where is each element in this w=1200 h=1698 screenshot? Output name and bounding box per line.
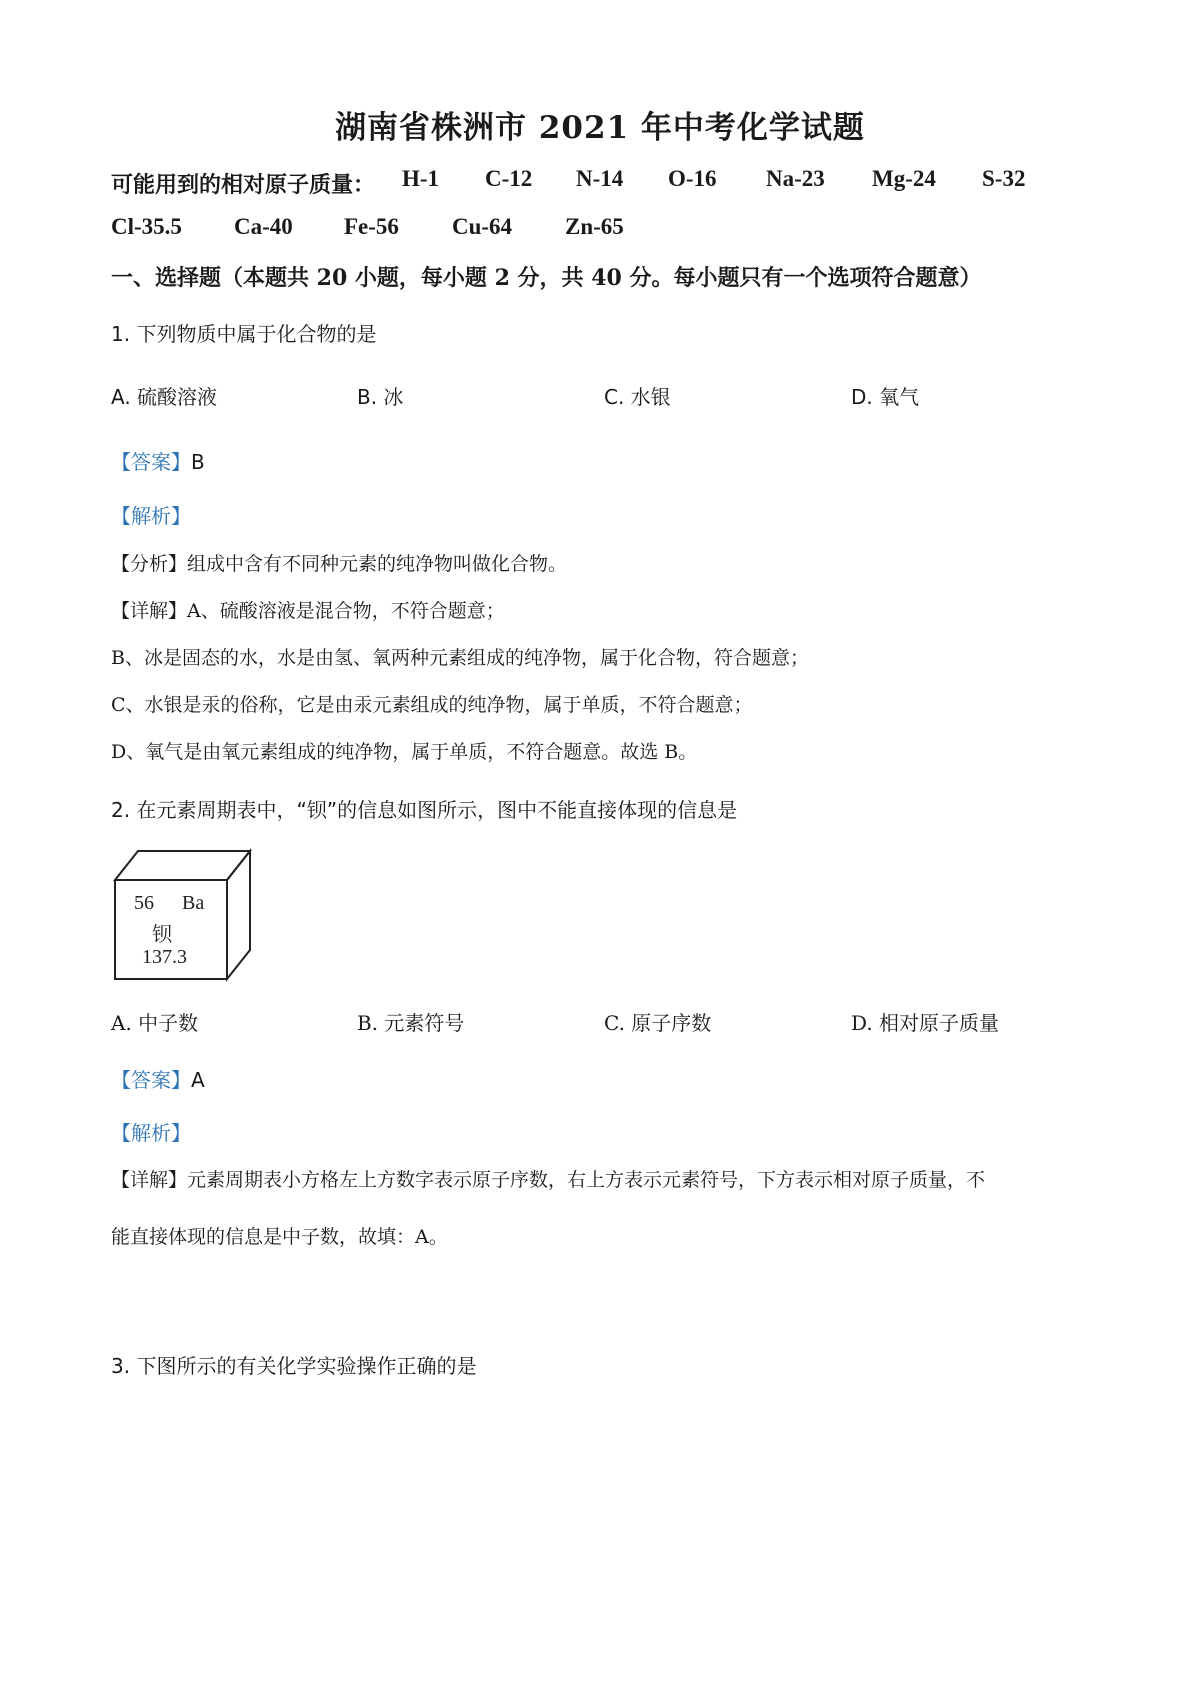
analysis-tag: 【解析】 [111, 1121, 191, 1145]
analysis-line: C、水银是汞的俗称，它是由汞元素组成的纯净物，属于单质，不符合题意； [111, 694, 753, 716]
mass-item: Mg-24 [872, 166, 936, 191]
mass-item: O-16 [668, 166, 717, 191]
mass-item: Cl-35.5 [111, 214, 182, 239]
option-c: C. 原子序数 [604, 1011, 712, 1035]
question-stem: 3. 下图所示的有关化学实验操作正确的是 [111, 1354, 477, 1378]
analysis-line: 【分析】组成中含有不同种元素的纯净物叫做化合物。 [111, 553, 568, 575]
section-heading: 一、选择题（本题共 20 小题，每小题 2 分，共 40 分。每小题只有一个选项符合题意） [111, 265, 982, 291]
answer-line [111, 446, 205, 475]
answer-tag: 【答案】 [111, 450, 191, 474]
mass-item: Cu-64 [452, 214, 513, 239]
analysis-tag: 【解析】 [111, 504, 191, 528]
analysis-line: 能直接体现的信息是中子数，故填：A。 [111, 1226, 448, 1248]
question-stem: 2. 在元素周期表中，“钡”的信息如图所示，图中不能直接体现的信息是 [111, 798, 738, 822]
question-stem: 1. 下列物质中属于化合物的是 [111, 322, 377, 346]
option-a: A. 硫酸溶液 [111, 385, 218, 409]
option-d: D. 相对原子质量 [851, 1011, 1000, 1035]
mass-item: Fe-56 [344, 214, 399, 239]
option-c: C. 水银 [604, 385, 671, 409]
analysis-line: 【详解】A、硫酸溶液是混合物，不符合题意； [111, 600, 505, 622]
mass-item: Ca-40 [234, 214, 293, 239]
atomic-number: 56 [134, 892, 154, 914]
analysis-line: 【详解】元素周期表小方格左上方数字表示原子序数，右上方表示元素符号，下方表示相对原子质量，不 [111, 1169, 986, 1191]
mass-item: C-12 [485, 166, 533, 191]
element-name: 钡 [152, 922, 172, 946]
option-b: B. 元素符号 [357, 1011, 465, 1035]
mass-item: S-32 [982, 166, 1026, 191]
analysis-line: D、氧气是由氧元素组成的纯净物，属于单质，不符合题意。故选 B。 [111, 741, 698, 763]
answer-tag: 【答案】 [111, 1068, 191, 1092]
element-cell-figure [110, 848, 260, 983]
page-title: 湖南省株洲市 2021 年中考化学试题 [335, 110, 865, 146]
answer-line [111, 1064, 205, 1093]
option-b: B. 冰 [357, 385, 404, 409]
mass-item: Na-23 [766, 166, 825, 191]
answer-value: A [191, 1068, 205, 1092]
option-d: D. 氧气 [851, 385, 920, 409]
analysis-line: B、冰是固态的水，水是由氢、氧两种元素组成的纯净物，属于化合物，符合题意； [111, 647, 809, 669]
answer-value: B [191, 450, 205, 474]
atomic-mass-label: 可能用到的相对原子质量： [111, 172, 376, 198]
atomic-mass: 137.3 [142, 946, 187, 968]
mass-item: Zn-65 [565, 214, 624, 239]
mass-item: N-14 [576, 166, 624, 191]
element-symbol: Ba [182, 892, 205, 914]
option-a: A. 中子数 [111, 1011, 199, 1035]
mass-item: H-1 [402, 166, 440, 191]
